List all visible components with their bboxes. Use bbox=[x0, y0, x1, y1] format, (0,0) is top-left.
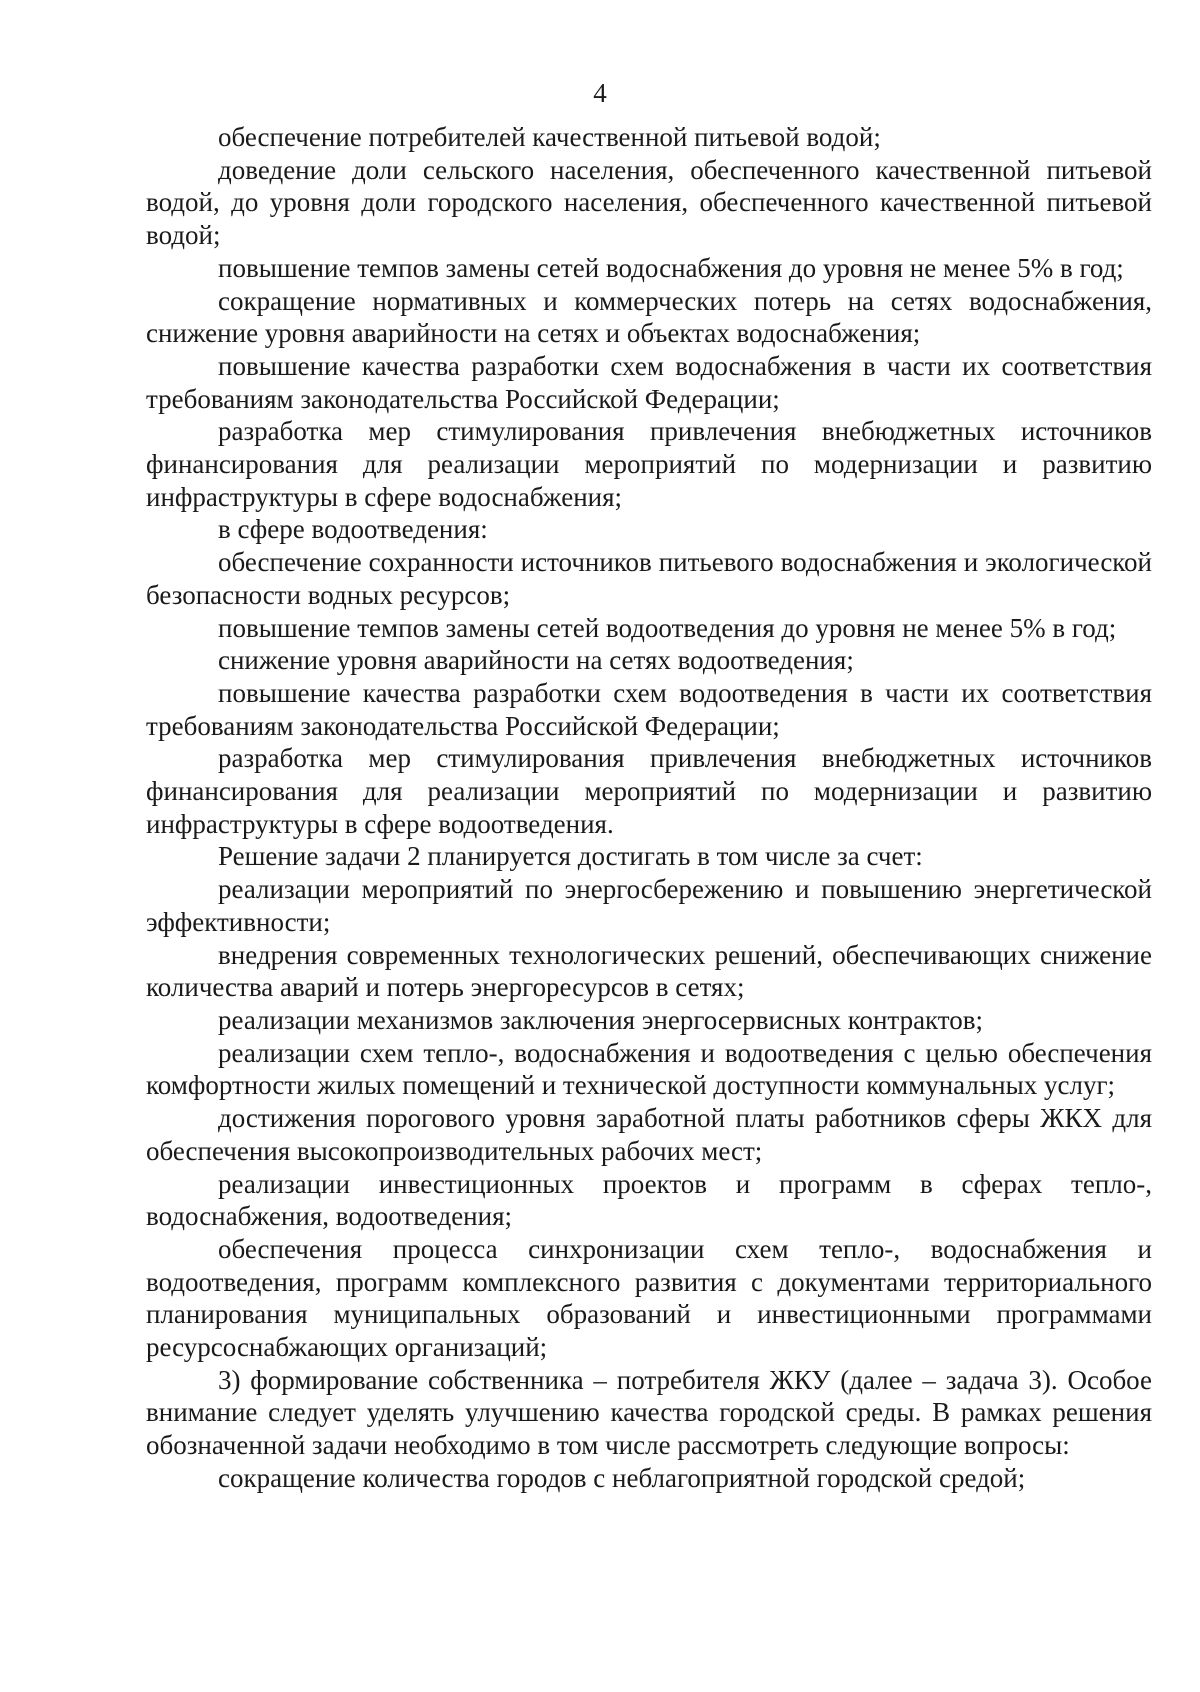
paragraph: сокращение нормативных и коммерческих потерь на сетях водоснабжения, снижение уровня аварийности на сетях и объектах водоснабжения; bbox=[146, 285, 1152, 349]
document-body bbox=[146, 121, 1152, 1495]
paragraph: обеспечения процесса синхронизации схем тепло-, водоснабжения и водоотведения, программ комплексного развития с документами территориального планирования муниципальных образований и инвестиционными программами ресурсоснабжающих организаций; bbox=[146, 1233, 1152, 1363]
paragraph: реализации инвестиционных проектов и программ в сферах тепло-, водоснабжения, водоотведения; bbox=[146, 1168, 1152, 1232]
paragraph: разработка мер стимулирования привлечения внебюджетных источников финансирования для реализации мероприятий по модернизации и развитию инфраструктуры в сфере водоснабжения; bbox=[146, 416, 1152, 512]
paragraph: обеспечение сохранности источников питьевого водоснабжения и экологической безопасности водных ресурсов; bbox=[146, 547, 1152, 610]
paragraph: реализации схем тепло-, водоснабжения и водоотведения с целью обеспечения комфортности жилых помещений и технической доступности коммунальных услуг; bbox=[146, 1037, 1152, 1101]
page-number: 4 bbox=[593, 78, 607, 108]
paragraph: внедрения современных технологических решений, обеспечивающих снижение количества аварий и потерь энергоресурсов в сетях; bbox=[146, 939, 1152, 1003]
paragraph: достижения порогового уровня заработной платы работников сферы ЖКХ для обеспечения высокопроизводительных рабочих мест; bbox=[146, 1103, 1152, 1166]
paragraph: Решение задачи 2 планируется достигать в том числе за счет: bbox=[218, 841, 923, 872]
paragraph: повышение темпов замены сетей водоотведения до уровня не менее 5% в год; bbox=[218, 612, 1117, 643]
paragraph: повышение качества разработки схем водоснабжения в части их соответствия требованиям законодательства Российской Федерации; bbox=[146, 350, 1152, 414]
paragraph: разработка мер стимулирования привлечения внебюджетных источников финансирования для реализации мероприятий по модернизации и развитию инфраструктуры в сфере водоотведения. bbox=[146, 743, 1152, 839]
paragraph: снижение уровня аварийности на сетях водоотведения; bbox=[218, 645, 854, 676]
paragraph: реализации механизмов заключения энергосервисных контрактов; bbox=[218, 1004, 984, 1035]
paragraph: в сфере водоотведения: bbox=[218, 514, 488, 545]
paragraph: повышение качества разработки схем водоотведения в части их соответствия требованиям законодательства Российской Федерации; bbox=[146, 677, 1152, 741]
paragraph: сокращение количества городов с неблагоприятной городской средой; bbox=[218, 1462, 1026, 1493]
paragraph: повышение темпов замены сетей водоснабжения до уровня не менее 5% в год; bbox=[218, 252, 1124, 283]
paragraph: обеспечение потребителей качественной питьевой водой; bbox=[218, 122, 881, 152]
paragraph: реализации мероприятий по энергосбережению и повышению энергетической эффективности; bbox=[146, 874, 1152, 937]
paragraph: 3) формирование собственника – потребителя ЖКУ (далее – задача 3). Особое внимание следует уделять улучшению качества городской среды. В рамках решения обозначенной задачи необходимо в том числе рассмотреть следующие вопросы: bbox=[146, 1364, 1152, 1461]
paragraph: доведение доли сельского населения, обеспеченного качественной питьевой водой, до уровня доли городского населения, обеспеченного качественной питьевой водой; bbox=[146, 154, 1152, 251]
